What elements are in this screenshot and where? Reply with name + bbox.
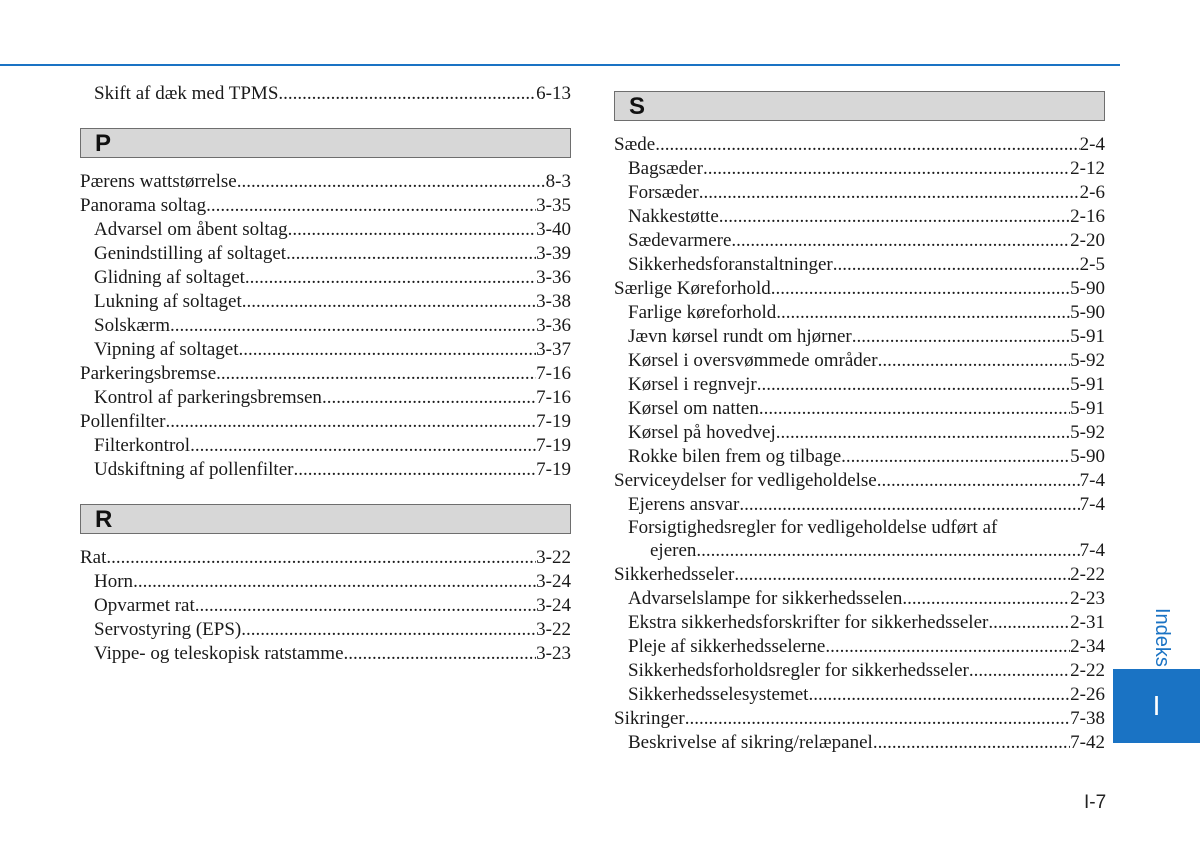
entry-label: Forsigtighedsregler for vedligeholdelse udført af (628, 517, 998, 538)
entry-label: Beskrivelse af sikring/relæpanel (628, 732, 873, 753)
entry-page: 5-91 (1070, 374, 1105, 395)
entry-label: Genindstilling af soltaget (94, 243, 287, 264)
entry-label: Opvarmet rat (94, 595, 195, 616)
section-header-s: S (614, 91, 1105, 121)
index-entry[interactable] (614, 683, 1105, 707)
entry-page: 2-22 (1070, 564, 1105, 585)
index-entry[interactable] (80, 314, 571, 338)
index-entry[interactable] (614, 445, 1105, 469)
entry-page: 3-40 (536, 219, 571, 240)
entry-page: 5-92 (1070, 350, 1105, 371)
entry-label: Sikringer (614, 708, 685, 729)
index-entry[interactable] (614, 373, 1105, 397)
entry-label: Vippe- og teleskopisk ratstamme (94, 643, 344, 664)
left-column (80, 82, 571, 666)
entry-label: Pollenfilter (80, 411, 166, 432)
entry-label: Horn (94, 571, 134, 592)
index-entry[interactable] (614, 181, 1105, 205)
entry-page: 7-4 (1079, 494, 1105, 515)
index-entry[interactable] (80, 546, 571, 570)
entry-label: Pleje af sikkerhedsselerne (628, 636, 826, 657)
entry-label: Advarsel om åbent soltag (94, 219, 288, 240)
index-entry[interactable] (80, 386, 571, 410)
entry-page: 5-90 (1070, 278, 1105, 299)
entry-page: 3-22 (536, 547, 571, 568)
index-entry[interactable] (614, 229, 1105, 253)
entry-label: Kontrol af parkeringsbremsen (94, 387, 322, 408)
entry-label: Skift af dæk med TPMS (94, 83, 279, 104)
entry-page: 5-91 (1070, 326, 1105, 347)
entry-label: Sæde (614, 134, 656, 155)
entry-page: 2-16 (1070, 206, 1105, 227)
entry-label: Pærens wattstørrelse (80, 171, 237, 192)
side-tab[interactable]: I (1113, 669, 1200, 743)
entry-page: 5-91 (1070, 398, 1105, 419)
entry-page: 6-13 (536, 83, 571, 104)
entry-page: 7-19 (536, 459, 571, 480)
entry-label: Solskærm (94, 315, 171, 336)
index-entry[interactable] (614, 469, 1105, 493)
entry-page: 2-34 (1070, 636, 1105, 657)
entry-label: Særlige Køreforhold (614, 278, 771, 299)
index-list-p (80, 170, 571, 482)
index-entry[interactable] (614, 707, 1105, 731)
index-entry[interactable] (80, 410, 571, 434)
index-entry[interactable] (80, 362, 571, 386)
entry-page: 7-4 (1079, 540, 1105, 561)
entry-page: 2-26 (1070, 684, 1105, 705)
index-entry[interactable] (80, 266, 571, 290)
entry-label: Kørsel om natten (628, 398, 759, 419)
index-entry[interactable] (80, 338, 571, 362)
top-rule (0, 64, 1120, 66)
entry-label: Advarselslampe for sikkerhedsselen (628, 588, 903, 609)
index-entry[interactable] (614, 349, 1105, 373)
entry-label: Kørsel i oversvømmede områder (628, 350, 878, 371)
index-entry[interactable] (614, 563, 1105, 587)
entry-page: 7-4 (1079, 470, 1105, 491)
entry-page: 8-3 (545, 171, 571, 192)
entry-page: 2-23 (1070, 588, 1105, 609)
entry-page: 3-39 (536, 243, 571, 264)
index-list-r (80, 546, 571, 666)
entry-label: Bagsæder (628, 158, 703, 179)
entry-page: 2-22 (1070, 660, 1105, 681)
index-entry[interactable] (614, 493, 1105, 517)
entry-page: 7-16 (536, 387, 571, 408)
index-entry[interactable] (614, 587, 1105, 611)
entry-label: Vipning af soltaget (94, 339, 239, 360)
index-entry[interactable] (614, 253, 1105, 277)
entry-label: Jævn kørsel rundt om hjørner (628, 326, 852, 347)
side-tab-label: Indeks (1151, 608, 1173, 667)
entry-page: 2-12 (1070, 158, 1105, 179)
entry-page: 3-38 (536, 291, 571, 312)
entry-page: 3-36 (536, 267, 571, 288)
index-entry[interactable] (80, 570, 571, 594)
entry-page: 7-19 (536, 411, 571, 432)
index-entry[interactable] (80, 194, 571, 218)
index-entry[interactable] (80, 290, 571, 314)
index-entry[interactable] (614, 421, 1105, 445)
index-entry[interactable] (614, 611, 1105, 635)
index-entry[interactable] (614, 205, 1105, 229)
entry-label: Serviceydelser for vedligeholdelse (614, 470, 877, 491)
right-column (614, 87, 1105, 755)
index-entry[interactable] (614, 731, 1105, 755)
entry-label: Parkeringsbremse (80, 363, 217, 384)
entry-page: 5-90 (1070, 446, 1105, 467)
entry-page: 2-31 (1070, 612, 1105, 633)
entry-label: Ejerens ansvar (628, 494, 740, 515)
index-entry[interactable] (80, 434, 571, 458)
entry-page: 3-36 (536, 315, 571, 336)
index-entry[interactable] (80, 242, 571, 266)
index-list-s (614, 133, 1105, 517)
index-entry-wrapped[interactable] (614, 517, 1105, 563)
entry-page: 3-22 (536, 619, 571, 640)
index-entry[interactable] (80, 458, 571, 482)
entry-page: 7-42 (1070, 732, 1105, 753)
entry-label: Ekstra sikkerhedsforskrifter for sikkerhedsseler (628, 612, 989, 633)
entry-label: Lukning af soltaget (94, 291, 242, 312)
page-number: I-7 (1084, 792, 1107, 813)
entry-page: 5-92 (1070, 422, 1105, 443)
entry-page: 3-24 (536, 595, 571, 616)
entry-label: Servostyring (EPS) (94, 619, 242, 640)
entry-page: 3-24 (536, 571, 571, 592)
entry-page: 2-6 (1079, 182, 1105, 203)
index-list-s-continued (614, 563, 1105, 755)
index-entry[interactable] (614, 325, 1105, 349)
section-header-p: P (80, 128, 571, 158)
index-entry[interactable] (80, 642, 571, 666)
entry-label: Nakkestøtte (628, 206, 719, 227)
index-entry[interactable] (614, 635, 1105, 659)
index-entry[interactable] (614, 277, 1105, 301)
index-entry[interactable] (80, 82, 571, 106)
entry-label: Rat (80, 547, 107, 568)
entry-label: Farlige køreforhold (628, 302, 777, 323)
index-entry[interactable] (80, 594, 571, 618)
entry-label: Sikkerhedsselesystemet (628, 684, 809, 705)
index-entry[interactable] (614, 659, 1105, 683)
entry-label: Sikkerhedsforanstaltninger (628, 254, 833, 275)
entry-label: Sikkerhedsforholdsregler for sikkerhedsseler (628, 660, 969, 681)
entry-label: Forsæder (628, 182, 699, 203)
entry-page: 7-19 (536, 435, 571, 456)
entry-label-cont: ejeren (650, 540, 697, 561)
section-header-r: R (80, 504, 571, 534)
entry-label: Udskiftning af pollenfilter (94, 459, 294, 480)
entry-page: 3-23 (536, 643, 571, 664)
entry-label: Sikkerhedsseler (614, 564, 735, 585)
entry-label: Panorama soltag (80, 195, 207, 216)
entry-label: Glidning af soltaget (94, 267, 245, 288)
index-entry[interactable] (614, 157, 1105, 181)
index-entry[interactable] (80, 218, 571, 242)
entry-label: Rokke bilen frem og tilbage (628, 446, 842, 467)
entry-page: 7-16 (536, 363, 571, 384)
index-entry[interactable] (80, 170, 571, 194)
entry-label: Filterkontrol (94, 435, 191, 456)
entry-page: 3-35 (536, 195, 571, 216)
entry-label: Kørsel i regnvejr (628, 374, 757, 395)
entry-page: 2-5 (1079, 254, 1105, 275)
entry-label: Sædevarmere (628, 230, 732, 251)
index-entry[interactable] (614, 133, 1105, 157)
index-entry[interactable] (80, 618, 571, 642)
entry-page: 2-20 (1070, 230, 1105, 251)
index-entry[interactable] (614, 301, 1105, 325)
entry-page: 3-37 (536, 339, 571, 360)
entry-label: Kørsel på hovedvej (628, 422, 776, 443)
entry-page: 2-4 (1079, 134, 1105, 155)
index-entry[interactable] (614, 397, 1105, 421)
entry-page: 7-38 (1070, 708, 1105, 729)
entry-page: 5-90 (1070, 302, 1105, 323)
